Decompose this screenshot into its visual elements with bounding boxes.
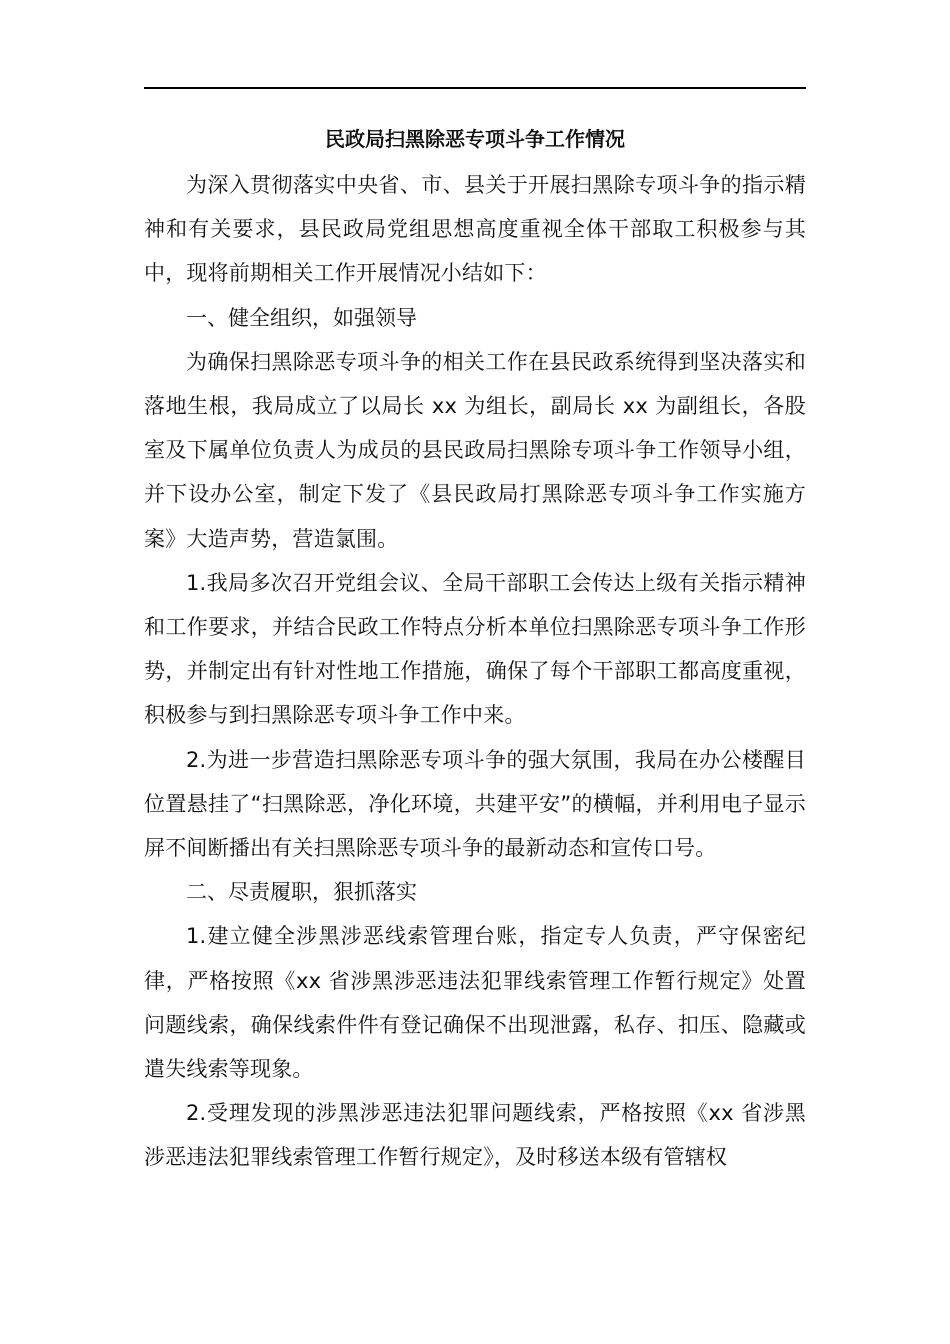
section-heading-2: 二、尽责履职，狠抓落实 (186, 880, 417, 905)
header-rule (144, 87, 806, 89)
section-2-item-2: 2.受理发现的涉黑涉恶违法犯罪问题线索，严格按照《xx 省涉黑涉恶违法犯罪线索管理工作暂行规定》，及时移送本级有管辖权 (144, 1101, 806, 1170)
document-body (144, 163, 806, 1180)
section-1-paragraph: 为确保扫黑除恶专项斗争的相关工作在县民政系统得到坚决落实和落地生根，我局成立了以局长 xx 为组长，副局长 xx 为副组长，各股室及下属单位负责人为成员的县民政局扫黑除专项斗争工作领导小组，并下设办公室，制定下发了《县民政局打黑除恶专项斗争工作实施方案》大造声势，营造氯围。 (144, 349, 806, 551)
section-2-item-1: 1.建立健全涉黑涉恶线索管理台账，指定专人负责，严守保密纪律，严格按照《xx 省涉黑涉恶违法犯罪线索管理工作暂行规定》处置问题线索，确保线索件件有登记确保不出现泄露，私存、扣压、隐藏或遣失线索等现象。 (144, 924, 806, 1082)
intro-paragraph: 为深入贯彻落实中央省、市、县关于开展扫黑除专项斗争的指示精神和有关要求，县民政局党组思想高度重视全体干部取工积极参与其中，现将前期相关工作开展情况小结如下： (144, 173, 806, 286)
section-1-item-1: 1.我局多次召开党组会议、全局干部职工会传达上级有关指示精神和工作要求，并结合民政工作特点分析本单位扫黑除恶专项斗争工作形势，并制定出有针对性地工作措施，确保了每个干部职工都高度重视，积极参与到扫黑除恶专项斗争工作中来。 (144, 570, 806, 728)
document-title: 民政局扫黑除恶专项斗争工作情况 (325, 127, 625, 151)
section-heading-1: 一、健全组织，如强领导 (186, 305, 417, 330)
section-1-item-2: 2.为进一步营造扫黑除恶专项斗争的强大氛围，我局在办公楼醒目位置悬挂了“扫黑除恶，净化环境，共建平安”的横幅，并利用电子显示屏不间断播出有关扫黑除恶专项斗争的最新动态和宣传口号。 (144, 747, 806, 861)
